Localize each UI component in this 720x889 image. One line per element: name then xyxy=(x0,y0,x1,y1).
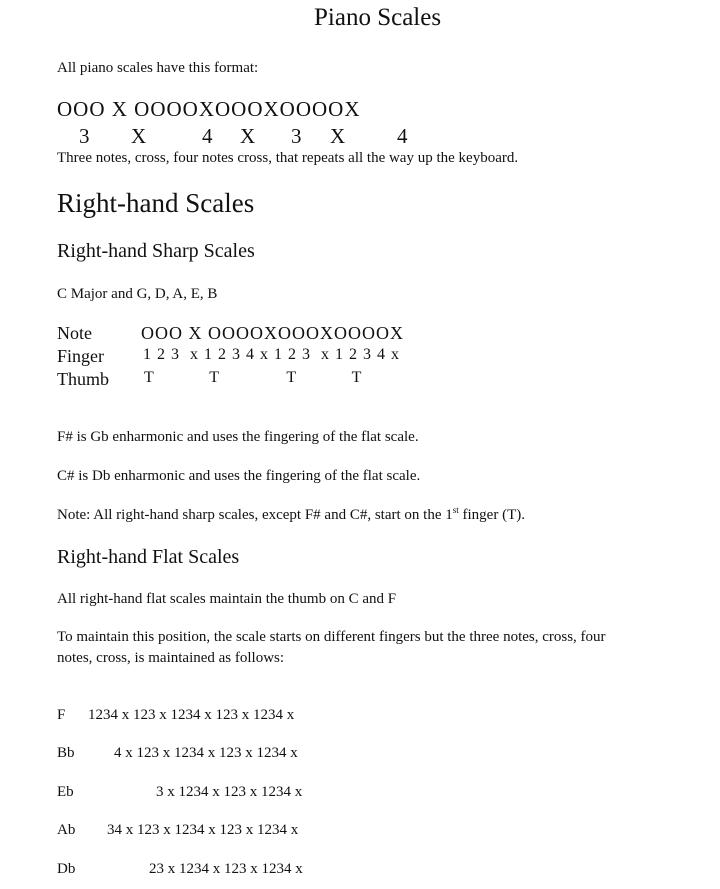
note-row-value: OOO X OOOOXOOOXOOOOX xyxy=(141,323,404,343)
count-3a: 3 xyxy=(79,124,90,148)
flat-paragraph-line2: notes, cross, is maintained as follows: xyxy=(57,650,285,666)
flat-key-f: F xyxy=(57,707,66,723)
count-4a: 4 xyxy=(202,124,213,148)
csharp-note: C# is Db enharmonic and uses the fingering of the flat scale. xyxy=(57,468,421,484)
page-title: Piano Scales xyxy=(314,4,442,31)
flat-key-db: Db xyxy=(57,861,76,877)
count-xb: X xyxy=(240,124,256,148)
sharp-start-note-pre: Note: All right-hand sharp scales, except F# and C#, start on the 1 xyxy=(57,507,453,523)
fsharp-note: F# is Gb enharmonic and uses the fingering of the flat scale. xyxy=(57,429,419,445)
count-xa: X xyxy=(131,124,147,148)
sharp-start-note-post: finger (T). xyxy=(458,507,525,523)
ordinal-suffix: st xyxy=(452,505,459,515)
count-4b: 4 xyxy=(397,124,408,148)
sharp-keys: C Major and G, D, A, E, B xyxy=(57,286,218,302)
sharp-start-note xyxy=(57,507,525,524)
flat-fingering-db: 23 x 1234 x 123 x 1234 x xyxy=(149,861,303,877)
flat-fingering-bb: 4 x 123 x 1234 x 123 x 1234 x xyxy=(114,745,298,761)
format-intro: All piano scales have this format: xyxy=(57,60,259,76)
count-3b: 3 xyxy=(291,124,302,148)
thumb-row-value: T T T T xyxy=(144,369,362,386)
flat-paragraph-line1: To maintain this position, the scale starts on different fingers but the three notes, cross, four xyxy=(57,629,606,645)
thumb-row-label: Thumb xyxy=(57,369,109,389)
flat-key-ab: Ab xyxy=(57,822,76,838)
flat-intro: All right-hand flat scales maintain the thumb on C and F xyxy=(57,591,397,607)
right-hand-heading: Right-hand Scales xyxy=(57,188,255,218)
flat-fingering-f: 1234 x 123 x 1234 x 123 x 1234 x xyxy=(88,707,295,723)
sharp-scales-heading: Right-hand Sharp Scales xyxy=(57,240,255,262)
flat-fingering-ab: 34 x 123 x 1234 x 123 x 1234 x xyxy=(107,822,299,838)
count-xc: X xyxy=(330,124,346,148)
flat-key-bb: Bb xyxy=(57,745,75,761)
finger-row-value: 1 2 3 x 1 2 3 4 x 1 2 3 x 1 2 3 4 x xyxy=(143,346,400,363)
flat-key-eb: Eb xyxy=(57,784,74,800)
format-description: Three notes, cross, four notes cross, that repeats all the way up the keyboard. xyxy=(57,150,519,166)
flat-fingering-eb: 3 x 1234 x 123 x 1234 x xyxy=(156,784,303,800)
note-row-label: Note xyxy=(57,323,92,343)
scale-pattern: OOO X OOOOXOOOXOOOOX xyxy=(57,97,361,121)
finger-row-label: Finger xyxy=(57,346,104,366)
flat-scales-heading: Right-hand Flat Scales xyxy=(57,546,240,568)
